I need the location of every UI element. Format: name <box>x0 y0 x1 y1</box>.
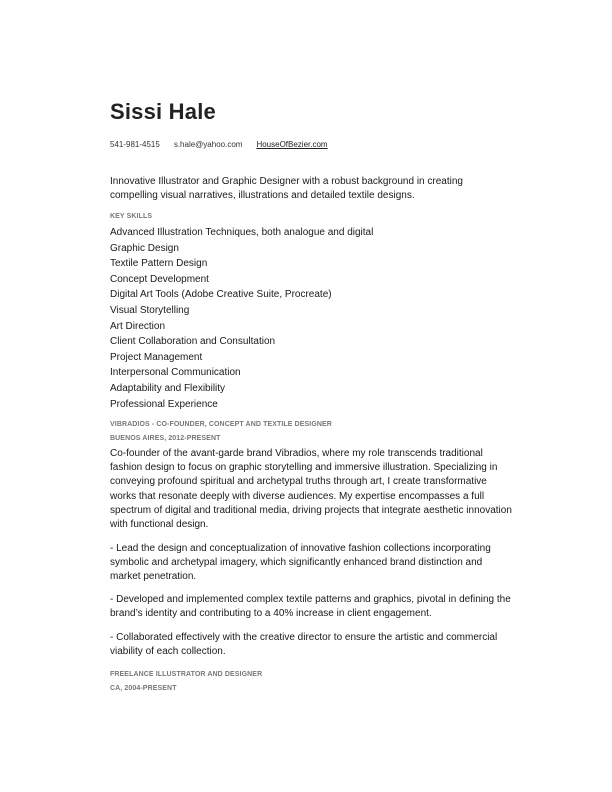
skill-item: Art Direction <box>110 320 166 332</box>
phone: 541-981-4515 <box>110 140 160 149</box>
skill-item: Graphic Design <box>110 242 179 254</box>
job-description: Co-founder of the avant-garde brand Vibradios, where my role transcends traditional fashion design to focus on graphic storytelling and immersive illustration. Specializing in conveying profound spiritual and archetypal truths through art, I create transformative works that resonate deeply with diverse audiences. My expertise encompasses a full spectrum of digital and traditional media, driving projects that integrate aesthetic innovation with functional design. <box>110 448 512 531</box>
job-bullet: - Lead the design and conceptualization of innovative fashion collections incorporating symbolic and archetypal imagery, which significantly enhanced brand distinction and market penetration. <box>110 543 491 583</box>
job-bullet: - Developed and implemented complex textile patterns and graphics, pivotal in defining the brand’s identity and contributing to a 40% increase in client engagement. <box>110 594 511 620</box>
skill-item: Professional Experience <box>110 398 218 410</box>
email: s.hale@yahoo.com <box>173 140 243 149</box>
skill-item: Project Management <box>110 351 203 363</box>
candidate-name: Sissi Hale <box>110 99 216 124</box>
job-title: VIBRADIOS - CO-FOUNDER, CONCEPT AND TEXTILE DESIGNER <box>110 421 332 428</box>
summary: Innovative Illustrator and Graphic Designer with a robust background in creating compelling visual narratives, illustrations and detailed textile designs. <box>110 176 463 202</box>
website-link[interactable]: HouseOfBezier.com <box>256 140 328 149</box>
skills-heading: KEY SKILLS <box>110 213 153 220</box>
skill-item: Interpersonal Communication <box>110 367 241 379</box>
job-location: CA, 2004-PRESENT <box>110 685 177 692</box>
skill-item: Digital Art Tools (Adobe Creative Suite, Procreate) <box>110 289 332 301</box>
job-title: FREELANCE ILLUSTRATOR AND DESIGNER <box>110 671 263 678</box>
skill-item: Advanced Illustration Techniques, both analogue and digital <box>110 227 374 238</box>
job-bullet: - Collaborated effectively with the creative director to ensure the artistic and commercial viability of each collection. <box>110 632 498 658</box>
skill-item: Adaptability and Flexibility <box>110 382 226 394</box>
job-location: BUENOS AIRES, 2012-PRESENT <box>110 435 221 442</box>
skill-item: Visual Storytelling <box>110 304 190 316</box>
skill-item: Client Collaboration and Consultation <box>110 336 276 348</box>
skill-item: Textile Pattern Design <box>110 258 208 270</box>
contact-line <box>110 140 328 149</box>
skill-item: Concept Development <box>110 273 209 285</box>
skills-list <box>110 225 373 412</box>
